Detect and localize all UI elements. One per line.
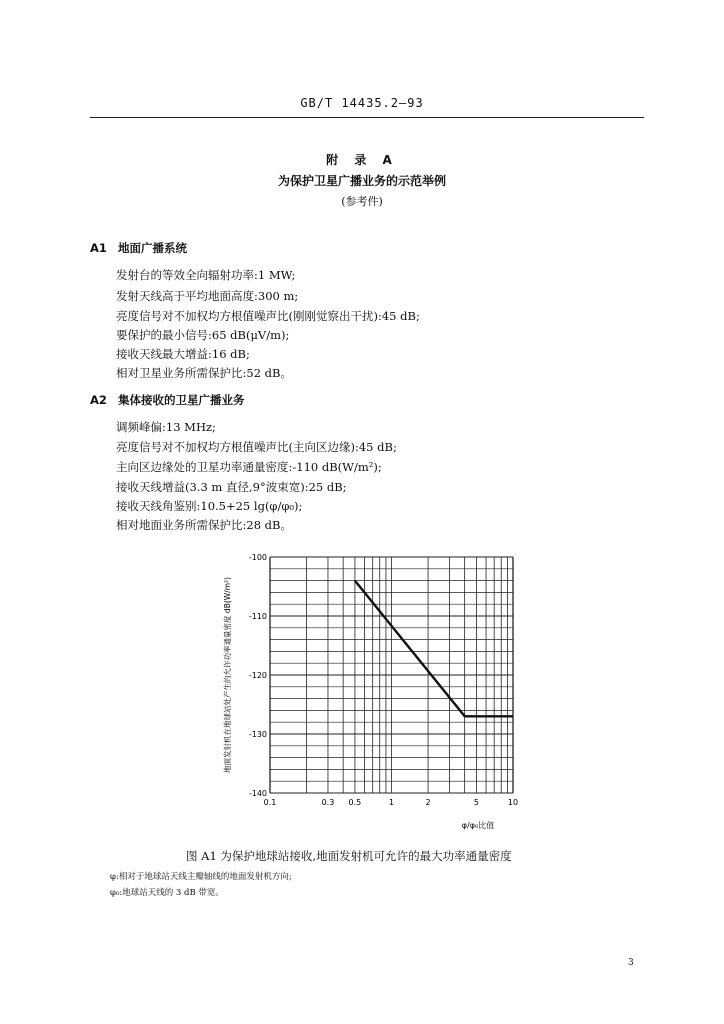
section-a2-line: 接收天线角鉴别:10.5+25 lg(φ/φ₀); bbox=[116, 499, 303, 513]
chart-x-tick-label: 0.5 bbox=[348, 798, 362, 807]
page-number: 3 bbox=[628, 958, 634, 968]
figure-note: φ₀:地球站天线的 3 dB 带宽。 bbox=[110, 888, 224, 898]
appendix-label: 附 录 A bbox=[326, 153, 398, 167]
section-a2-heading bbox=[90, 392, 245, 408]
appendix-title: 为保护卫星广播业务的示范举例 bbox=[277, 174, 446, 188]
chart-y-tick-label: -120 bbox=[248, 671, 267, 680]
chart-x-tick-label: 10 bbox=[507, 798, 519, 807]
chart-x-tick-label: 0.1 bbox=[263, 798, 277, 807]
section-a2-line: 主向区边缘处的卫星功率通量密度:-110 dB(W/m²); bbox=[116, 460, 382, 474]
figure-note: φ:相对于地球站天线主瓣轴线的地面发射机方向; bbox=[110, 872, 292, 882]
section-a1-heading bbox=[90, 240, 187, 256]
section-a1-line: 发射台的等效全向辐射功率:1 MW; bbox=[116, 268, 296, 282]
chart-y-tick-label: -130 bbox=[248, 730, 267, 739]
section-number: A2 bbox=[90, 393, 107, 407]
header-rule bbox=[90, 117, 644, 118]
appendix-subtitle: (参考件) bbox=[341, 195, 383, 208]
chart-y-axis-label: 地面发射机在地球站处产生的允许功率通量密度 dB(W/m²) bbox=[223, 577, 232, 773]
standard-header: GB/T 14435.2—93 bbox=[300, 96, 424, 110]
chart-x-tick-label: 2 bbox=[425, 798, 431, 807]
chart-series-line bbox=[355, 581, 513, 717]
figure-caption: 图 A1 为保护地球站接收,地面发射机可允许的最大功率通量密度 bbox=[186, 849, 512, 863]
section-a2-line: 亮度信号对不加权均方根值噪声比(主向区边缘):45 dB; bbox=[116, 440, 397, 454]
section-a2-line: 调频峰偏:13 MHz; bbox=[116, 420, 216, 434]
chart-x-tick-label: 5 bbox=[473, 798, 479, 807]
section-a1-line: 相对卫星业务所需保护比:52 dB。 bbox=[116, 366, 292, 380]
chart-x-axis-label: φ/φ₀比值 bbox=[461, 821, 495, 830]
section-a2-line: 相对地面业务所需保护比:28 dB。 bbox=[116, 518, 292, 532]
chart-y-tick-label: -110 bbox=[248, 612, 267, 621]
chart-y-tick-label: -140 bbox=[248, 789, 267, 798]
section-a1-line: 亮度信号对不加权均方根值噪声比(刚刚觉察出干扰):45 dB; bbox=[116, 309, 420, 323]
figure-a1-chart bbox=[0, 540, 724, 840]
section-title: 地面广播系统 bbox=[118, 241, 187, 255]
chart-y-tick-label: -100 bbox=[248, 553, 267, 562]
chart-x-tick-label: 0.3 bbox=[321, 798, 335, 807]
section-a2-line: 接收天线增益(3.3 m 直径,9°波束宽):25 dB; bbox=[116, 480, 347, 494]
chart-x-tick-label: 1 bbox=[388, 798, 395, 807]
section-title: 集体接收的卫星广播业务 bbox=[118, 393, 245, 407]
section-a1-line: 接收天线最大增益:16 dB; bbox=[116, 347, 250, 361]
section-number: A1 bbox=[90, 241, 107, 255]
section-a1-line: 发射天线高于平均地面高度:300 m; bbox=[116, 289, 299, 303]
section-a1-line: 要保护的最小信号:65 dB(μV/m); bbox=[116, 328, 290, 342]
